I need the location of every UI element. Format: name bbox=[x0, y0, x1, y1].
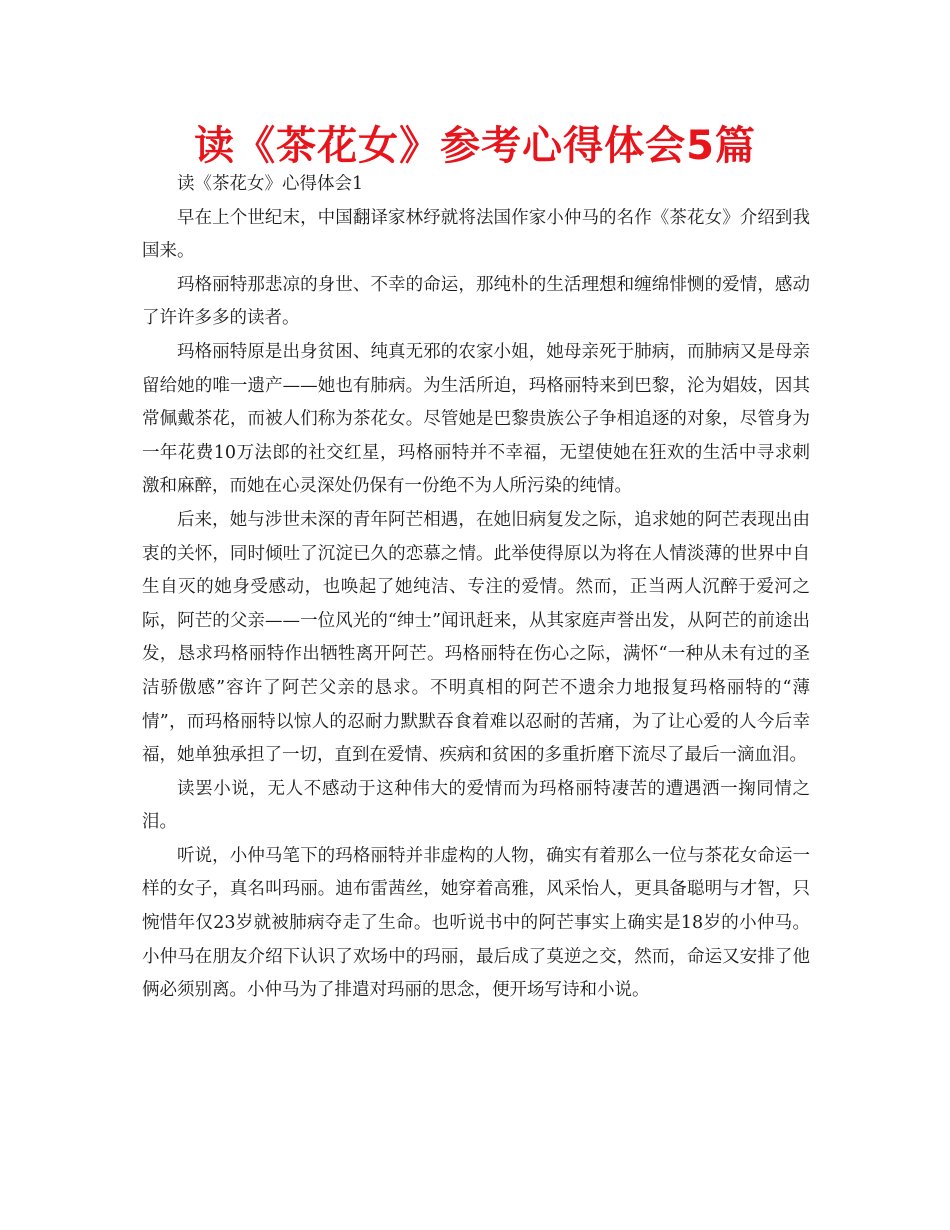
paragraph: 读罢小说，无人不感动于这种伟大的爱情而为玛格丽特凄苦的遭遇洒一掬同情之泪。 bbox=[142, 778, 810, 833]
paragraph: 听说，小仲马笔下的玛格丽特并非虚构的人物，确实有着那么一位与茶花女命运一样的女子，真名叫玛丽。迪布雷茜丝，她穿着高雅，风采怡人，更具备聪明与才智，只惋惜年仅23岁就被肺病夺走了生命。也听说书中的阿芒事实上确实是18岁的小仲马。小仲马在朋友介绍下认识了欢场中的玛丽，最后成了莫逆之交，然而，命运又安排了他俩必须别离。小仲马为了排遣对玛丽的思念，便开场写诗和小说。 bbox=[142, 845, 810, 1001]
paragraph: 后来，她与涉世未深的青年阿芒相遇，在她旧病复发之际，追求她的阿芒表现出由衷的关怀，同时倾吐了沉淀已久的恋慕之情。此举使得原以为将在人情淡薄的世界中自生自灭的她身受感动，也唤起了她纯洁、专注的爱情。然而，正当两人沉醉于爱河之际，阿芒的父亲——一位风光的“绅士”闻讯赶来，从其家庭声誉出发，从阿芒的前途出发，恳求玛格丽特作出牺牲离开阿芒。玛格丽特在伤心之际，满怀“一种从未有过的圣洁骄傲感”容许了阿芒父亲的恳求。不明真相的阿芒不遗余力地报复玛格丽特的“薄情”，而玛格丽特以惊人的忍耐力默默吞食着难以忍耐的苦痛，为了让心爱的人今后幸福，她单独承担了一切，直到在爱情、疾病和贫困的多重折磨下流尽了最后一滴血泪。 bbox=[142, 509, 810, 766]
paragraph: 玛格丽特原是出身贫困、纯真无邪的农家小姐，她母亲死于肺病，而肺病又是母亲留给她的唯一遗产——她也有肺病。为生活所迫，玛格丽特来到巴黎，沦为娼妓，因其常佩戴茶花，而被人们称为茶花女。尽管她是巴黎贵族公子争相追逐的对象，尽管身为一年花费10万法郎的社交红星，玛格丽特并不幸福，无望使她在狂欢的生活中寻求刺激和麻醉，而她在心灵深处仍保有一份绝不为人所污染的纯情。 bbox=[142, 341, 810, 497]
paragraph: 玛格丽特那悲凉的身世、不幸的命运，那纯朴的生活理想和缠绵悱恻的爱情，感动了许许多多的读者。 bbox=[142, 274, 810, 329]
document-title: 读《茶花女》参考心得体会5篇 bbox=[194, 123, 756, 169]
document-body bbox=[142, 168, 810, 1008]
paragraph: 早在上个世纪末，中国翻译家林纾就将法国作家小仲马的名作《茶花女》介绍到我国来。 bbox=[142, 207, 810, 262]
section-heading: 读《茶花女》心得体会1 bbox=[177, 174, 364, 194]
